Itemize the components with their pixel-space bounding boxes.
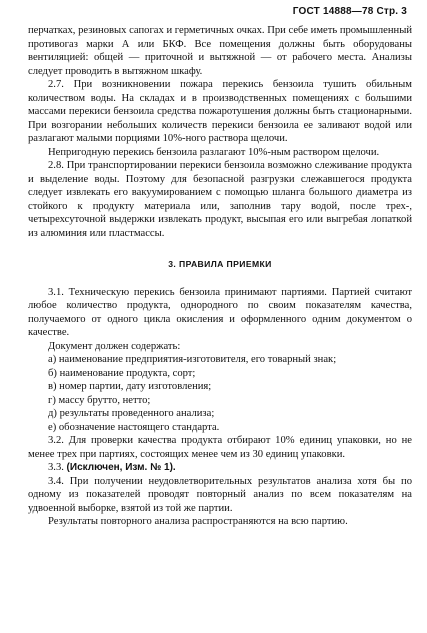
paragraph-3-1: 3.1. Техническую перекись бензоила принимают партиями. Партией считают любое количество продукта, однородного по своим показателям качества, получаемого от одного цикла окисления и оформленного одним документом о качестве. <box>28 286 412 338</box>
page-header: ГОСТ 14888—78 Стр. 3 <box>292 6 407 17</box>
list-item: г) массу брутто, нетто; <box>48 394 151 406</box>
list-item: д) результаты проведенного анализа; <box>48 408 215 419</box>
list-item: б) наименование продукта, сорт; <box>48 367 196 379</box>
paragraph-3-2: 3.2. Для проверки качества продукта отбирают 10% единиц упаковки, но не менее трех при партиях, состоящих менее чем из 30 единиц упаковки. <box>28 435 412 460</box>
paragraph-ppe: перчатках, резиновых сапогах и герметичных очках. При себе иметь промышленный противогаз марки А или БКФ. Все помещения должны быть оборудованы вентиляцией: общей — приточной и вытяжной — от рабочего места. Анализы следует проводить в вытяжном шкафу. <box>28 25 412 77</box>
paragraph-2-8: 2.8. При транспортировании перекиси бензоила возможно слеживание продукта и выделение воды. Поэтому для безопасной разгрузки слежавшегося продукта следует извлекать его вакуумированием с помощью шланга большого диаметра из стойкого к продукту материала или, заполнив тару водой, после трех-, четырехсуточной выдержки извлекать продукт, высыпая его или выгребая лопаткой из алюминия или пластмассы. <box>28 160 412 239</box>
paragraph-decomposition: Непригодную перекись бензоила разлагают 10%-ным раствором щелочи. <box>48 146 380 158</box>
document-body <box>28 24 412 529</box>
list-item: в) номер партии, дату изготовления; <box>48 381 212 392</box>
paragraph-repeat-analysis: Результаты повторного анализа распространяются на всю партию. <box>48 516 348 527</box>
paragraph-2-7: 2.7. При возникновении пожара перекись бензоила тушить обильным количеством воды. На складах и в производственных помещениях с большими массами перекиси бензоила средства пожаротушения должны быть стационарными. При возгорании небольших количеств перекиси бензоила ее заливают водой или разлагают малыми порциями 10%-ного раствора щелочи. <box>28 79 412 144</box>
paragraph-3-3-excluded-note: (Исключен, Изм. № 1). <box>66 462 176 473</box>
paragraph-document-contents: Документ должен содержать: <box>48 340 181 352</box>
list-item: а) наименование предприятия-изготовителя, его товарный знак; <box>48 354 337 365</box>
paragraph-3-3-number: 3.3. <box>48 462 64 473</box>
paragraph-3-3 <box>28 461 412 475</box>
paragraph-3-4: 3.4. При получении неудовлетворительных результатов анализа хотя бы по одному из показателей проводят повторный анализ по всем показателям на удвоенной выборке, взятой из той же партии. <box>28 475 412 514</box>
section-title: 3. ПРАВИЛА ПРИЕМКИ <box>168 259 272 269</box>
list-item: е) обозначение настоящего стандарта. <box>48 421 220 433</box>
